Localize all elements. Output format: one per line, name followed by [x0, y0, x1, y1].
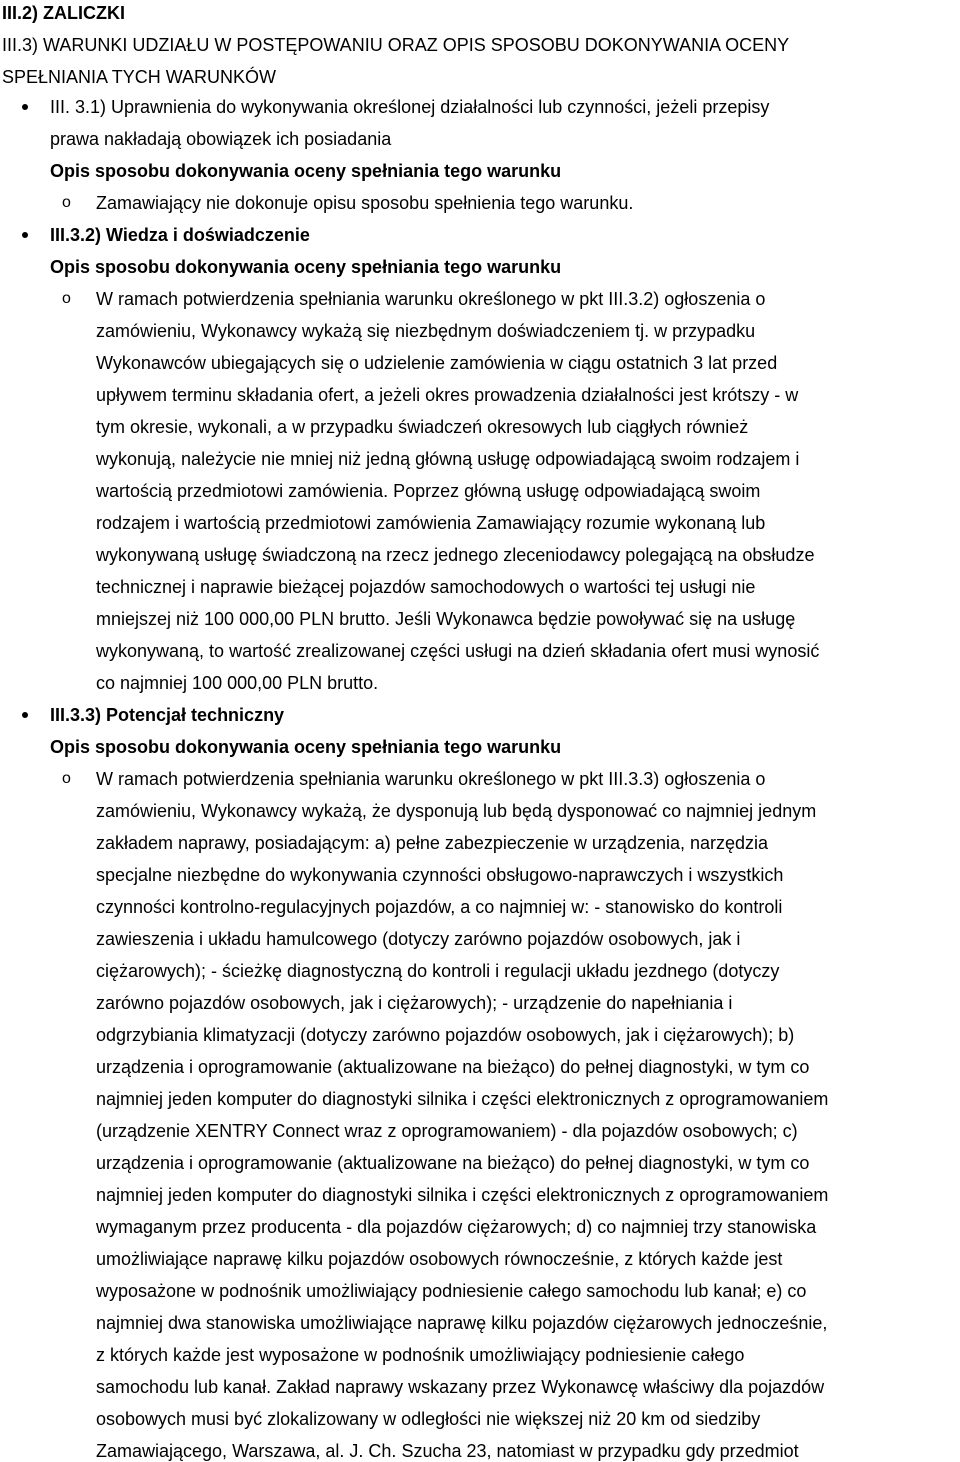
body-text-line: z których każde jest wyposażone w podnośnik umożliwiający podniesienie całego [96, 1345, 745, 1365]
body-text-line: upływem terminu składania ofert, a jeżeli okres prowadzenia działalności jest krótszy - w [96, 385, 799, 405]
body-text-line: wartością przedmiotowi zamówienia. Poprzez główną usługę odpowiadającą swoim [96, 481, 761, 501]
body-text-line: Zamawiającego, Warszawa, al. J. Ch. Szucha 23, natomiast w przypadku gdy przedmiot [96, 1441, 799, 1461]
sub-bullet-marker: o [62, 290, 71, 307]
body-text-line: wykonywaną usługę świadczoną na rzecz jednego zleceniodawcy polegającą na obsłudze [96, 545, 815, 565]
heading-warunki-line1: III.3) WARUNKI UDZIAŁU W POSTĘPOWANIU ORAZ OPIS SPOSOBU DOKONYWANIA OCENY [2, 35, 790, 55]
section-3-2-title: III.3.2) Wiedza i doświadczenie [50, 225, 310, 245]
section-3-3-title: III.3.3) Potencjał techniczny [50, 705, 285, 725]
body-text-line: najmniej dwa stanowiska umożliwiające naprawę kilku pojazdów ciężarowych jednocześnie, [96, 1313, 828, 1333]
bullet-point [22, 712, 28, 718]
body-text-line: technicznej i naprawie bieżącej pojazdów samochodowych o wartości tej usługi nie [96, 577, 756, 597]
body-text-line: wykonują, należycie nie mniej niż jedną główną usługę odpowiadającą swoim rodzajem i [96, 449, 800, 469]
body-text-line: umożliwiające naprawę kilku pojazdów osobowych równocześnie, z których każde jest [96, 1249, 783, 1269]
section-3-1-body-line: Zamawiający nie dokonuje opisu sposobu spełnienia tego warunku. [96, 193, 634, 213]
body-text-line: wyposażone w podnośnik umożliwiający podniesienie całego samochodu lub kanał; e) co [96, 1281, 807, 1301]
body-text-line: co najmniej 100 000,00 PLN brutto. [96, 673, 379, 693]
bullet-point [22, 232, 28, 238]
bullet-point [22, 104, 28, 110]
body-text-line: zawieszenia i układu hamulcowego (dotyczy zarówno pojazdów osobowych, jak i [96, 929, 741, 949]
body-text-line: Wykonawców ubiegających się o udzielenie zamówienia w ciągu ostatnich 3 lat przed [96, 353, 778, 373]
body-text-line: wymaganym przez producenta - dla pojazdów ciężarowych; d) co najmniej trzy stanowiska [96, 1217, 817, 1237]
section-3-1-opis-heading: Opis sposobu dokonywania oceny spełniania tego warunku [50, 161, 562, 181]
body-text-line: zamówieniu, Wykonawcy wykażą, że dysponują lub będą dysponować co najmniej jednym [96, 801, 817, 821]
body-text-line: osobowych musi być zlokalizowany w odległości nie większej niż 20 km od siedziby [96, 1409, 761, 1429]
sub-bullet-marker: o [62, 770, 71, 787]
body-text-line: zakładem naprawy, posiadającym: a) pełne zabezpieczenie w urządzenia, narzędzia [96, 833, 769, 853]
heading-zaliczki: III.2) ZALICZKI [2, 3, 125, 23]
body-text-line: odgrzybiania klimatyzacji (dotyczy zarówno pojazdów osobowych, jak i ciężarowych); b) [96, 1025, 795, 1045]
body-text-line: tym okresie, wykonali, a w przypadku świadczeń okresowych lub ciągłych również [96, 417, 749, 437]
body-text-line: mniejszej niż 100 000,00 PLN brutto. Jeśli Wykonawca będzie powoływać się na usługę [96, 609, 796, 629]
body-text-line: zarówno pojazdów osobowych, jak i ciężarowych); - urządzenie do napełniania i [96, 993, 733, 1013]
body-text-line: czynności kontrolno-regulacyjnych pojazdów, a co najmniej w: - stanowisko do kontroli [96, 897, 783, 917]
body-text-line: najmniej jeden komputer do diagnostyki silnika i części elektronicznych z oprogramowaniem [96, 1185, 829, 1205]
body-text-line: zamówieniu, Wykonawcy wykażą się niezbędnym doświadczeniem tj. w przypadku [96, 321, 756, 341]
body-text-line: specjalne niezbędne do wykonywania czynności obsługowo-naprawczych i wszystkich [96, 865, 784, 885]
section-3-1-title-line1: III. 3.1) Uprawnienia do wykonywania określonej działalności lub czynności, jeżeli przepisy [50, 97, 770, 117]
body-text-line: ciężarowych); - ścieżkę diagnostyczną do kontroli i regulacji układu jezdnego (dotyczy [96, 961, 780, 981]
body-text-line: urządzenia i oprogramowanie (aktualizowane na bieżąco) do pełnej diagnostyki, w tym co [96, 1153, 810, 1173]
section-3-2-opis-heading: Opis sposobu dokonywania oceny spełniania tego warunku [50, 257, 562, 277]
sub-bullet-marker: o [62, 194, 71, 211]
section-3-3-opis-heading: Opis sposobu dokonywania oceny spełniania tego warunku [50, 737, 562, 757]
body-text-line: W ramach potwierdzenia spełniania warunku określonego w pkt III.3.3) ogłoszenia o [96, 769, 766, 789]
body-text-line: urządzenia i oprogramowanie (aktualizowane na bieżąco) do pełnej diagnostyki, w tym co [96, 1057, 810, 1077]
body-text-line: (urządzenie XENTRY Connect wraz z oprogramowaniem) - dla pojazdów osobowych; c) [96, 1121, 798, 1141]
body-text-line: najmniej jeden komputer do diagnostyki silnika i części elektronicznych z oprogramowaniem [96, 1089, 829, 1109]
heading-warunki-line2: SPEŁNIANIA TYCH WARUNKÓW [2, 67, 277, 87]
body-text-line: W ramach potwierdzenia spełniania warunku określonego w pkt III.3.2) ogłoszenia o [96, 289, 766, 309]
body-text-line: samochodu lub kanał. Zakład naprawy wskazany przez Wykonawcę właściwy dla pojazdów [96, 1377, 825, 1397]
body-text-line: rodzajem i wartością przedmiotowi zamówienia Zamawiający rozumie wykonaną lub [96, 513, 766, 533]
section-3-1-title-line2: prawa nakładają obowiązek ich posiadania [50, 129, 392, 149]
body-text-line: wykonywaną, to wartość zrealizowanej części usługi na dzień składania ofert musi wynosić [96, 641, 820, 661]
